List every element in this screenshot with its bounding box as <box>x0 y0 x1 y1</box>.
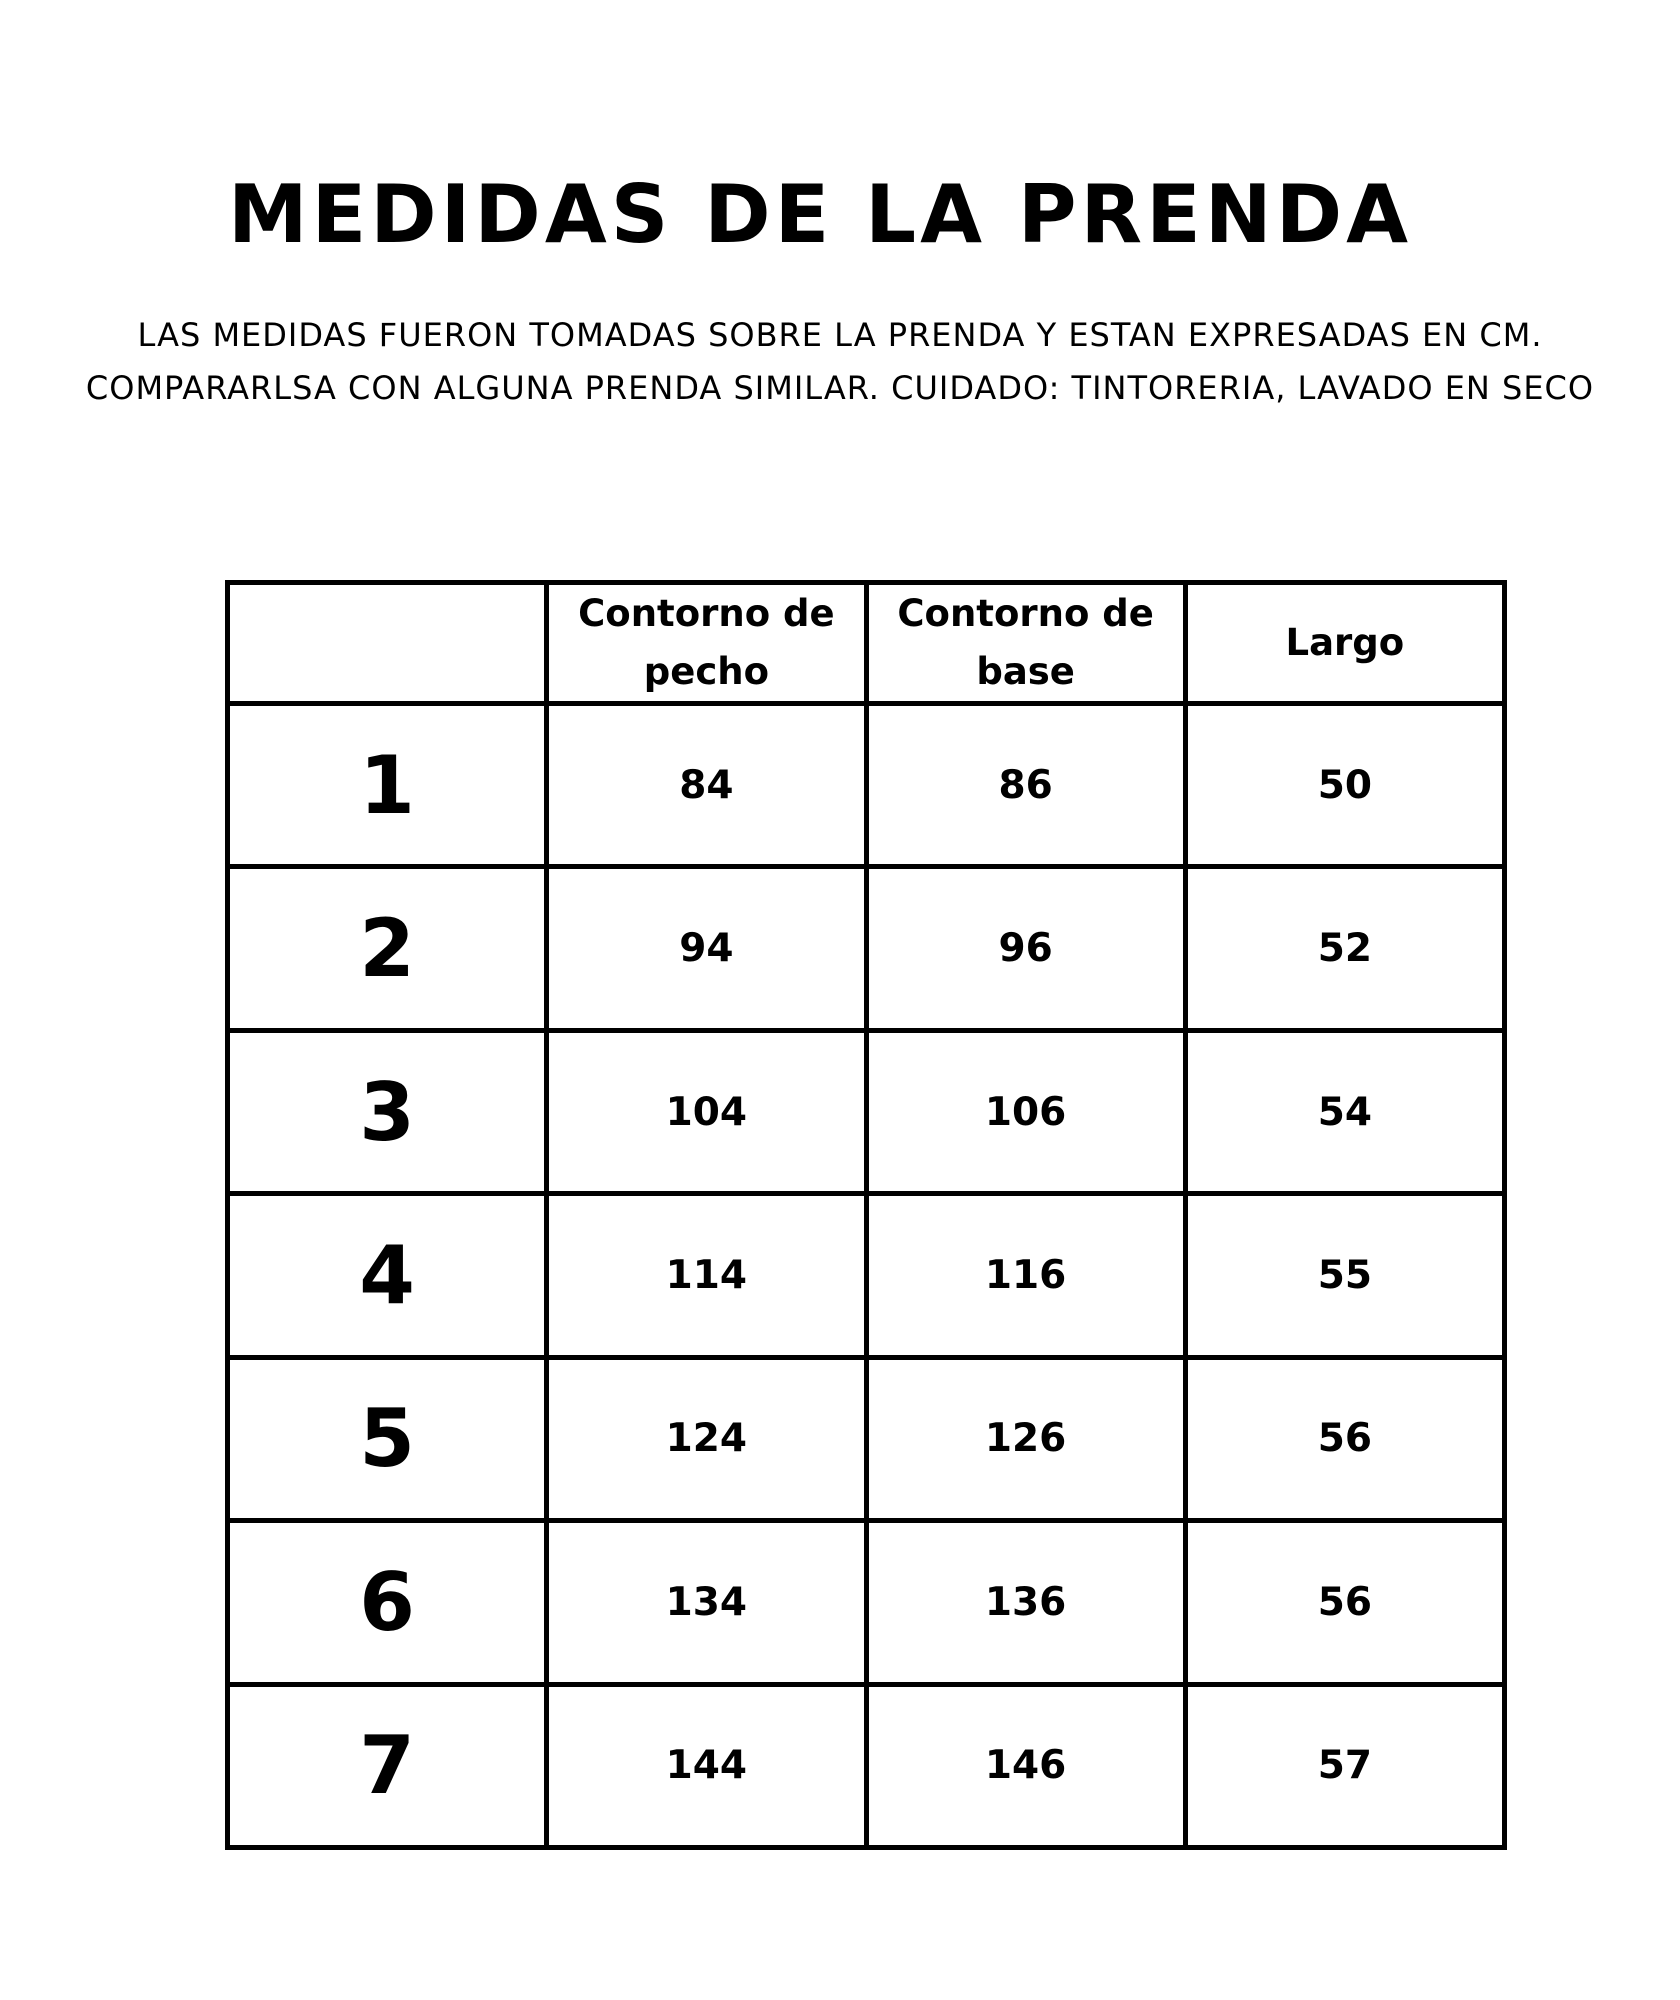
size-cell: 2 <box>228 867 547 1030</box>
chest-cell: 134 <box>547 1521 866 1684</box>
size-cell: 4 <box>228 1194 547 1357</box>
length-cell: 56 <box>1185 1357 1504 1520</box>
header-base: Contorno de base <box>866 583 1185 704</box>
chest-cell: 144 <box>547 1684 866 1847</box>
size-cell: 6 <box>228 1521 547 1684</box>
chest-cell: 84 <box>547 704 866 867</box>
base-cell: 106 <box>866 1030 1185 1193</box>
base-cell: 126 <box>866 1357 1185 1520</box>
table-header-row <box>228 583 1505 704</box>
chest-cell: 104 <box>547 1030 866 1193</box>
chest-cell: 124 <box>547 1357 866 1520</box>
table-row <box>228 867 1505 1030</box>
description-line-2: COMPARARLSA CON ALGUNA PRENDA SIMILAR. CUIDADO: TINTORERIA, LAVADO EN SECO <box>85 369 1595 407</box>
size-cell: 5 <box>228 1357 547 1520</box>
size-cell: 3 <box>228 1030 547 1193</box>
length-cell: 50 <box>1185 704 1504 867</box>
header-blank <box>228 583 547 704</box>
base-cell: 86 <box>866 704 1185 867</box>
header-chest: Contorno de pecho <box>547 583 866 704</box>
base-cell: 96 <box>866 867 1185 1030</box>
table-row <box>228 1684 1505 1847</box>
table-row <box>228 1030 1505 1193</box>
size-cell: 1 <box>228 704 547 867</box>
table-row <box>228 1521 1505 1684</box>
length-cell: 54 <box>1185 1030 1504 1193</box>
table-row <box>228 1357 1505 1520</box>
header-length: Largo <box>1185 583 1504 704</box>
table-row <box>228 704 1505 867</box>
length-cell: 56 <box>1185 1521 1504 1684</box>
size-cell: 7 <box>228 1684 547 1847</box>
description-line-1: LAS MEDIDAS FUERON TOMADAS SOBRE LA PRENDA Y ESTAN EXPRESADAS EN CM. <box>137 316 1543 354</box>
length-cell: 55 <box>1185 1194 1504 1357</box>
length-cell: 52 <box>1185 867 1504 1030</box>
size-table <box>225 580 1507 1850</box>
length-cell: 57 <box>1185 1684 1504 1847</box>
base-cell: 116 <box>866 1194 1185 1357</box>
chest-cell: 114 <box>547 1194 866 1357</box>
page-title: MEDIDAS DE LA PRENDA <box>227 168 1413 261</box>
base-cell: 136 <box>866 1521 1185 1684</box>
chest-cell: 94 <box>547 867 866 1030</box>
base-cell: 146 <box>866 1684 1185 1847</box>
table-row <box>228 1194 1505 1357</box>
